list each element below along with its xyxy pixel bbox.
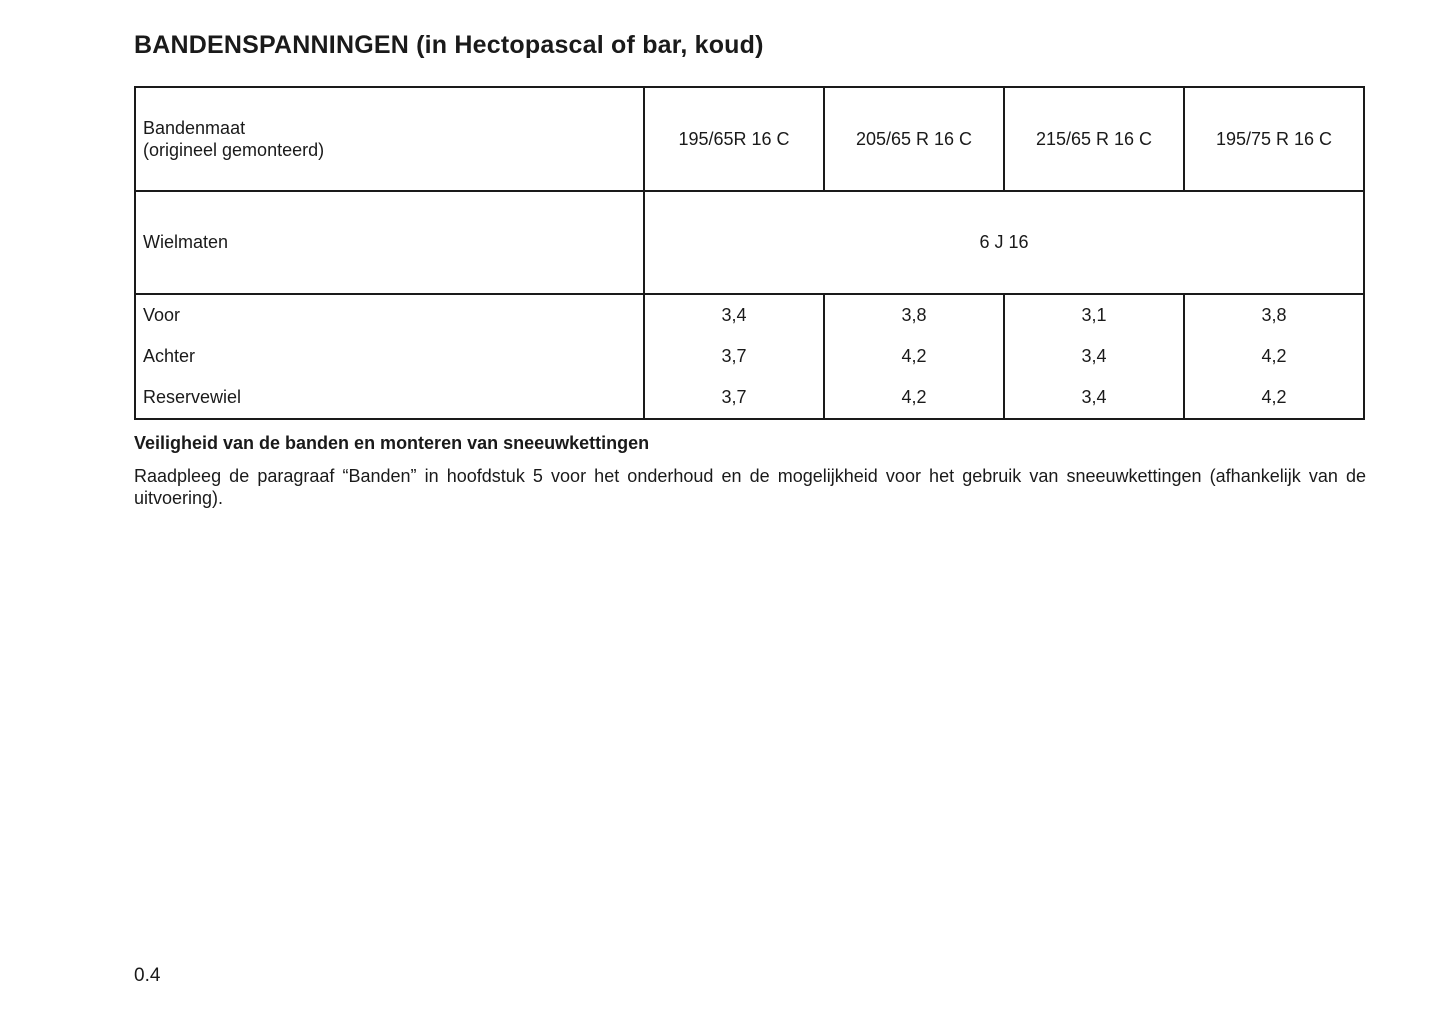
page-number: 0.4	[134, 965, 161, 986]
wheel-size-row	[135, 191, 1364, 294]
page-title: BANDENSPANNINGEN (in Hectopascal of bar, koud)	[134, 31, 764, 59]
tire-size-header-label	[135, 87, 644, 191]
wheel-size-value: 6 J 16	[644, 191, 1364, 294]
pressure-row-front	[135, 294, 1364, 336]
pressure-row-label: Achter	[135, 336, 644, 377]
pressure-value: 3,4	[1004, 377, 1184, 419]
section-text: Raadpleeg de paragraaf “Banden” in hoofdstuk 5 voor het onderhoud en de mogelijkheid voor het gebruik van sneeuwkettingen (afhankelijk van de uitvoering).	[134, 466, 1366, 508]
wheel-size-label: Wielmaten	[135, 191, 644, 294]
tire-size-label: Bandenmaat	[143, 118, 246, 138]
pressure-value: 3,4	[1004, 336, 1184, 377]
pressure-row-spare	[135, 377, 1364, 419]
pressure-row-rear	[135, 336, 1364, 377]
pressure-value: 4,2	[824, 377, 1004, 419]
tire-size-cell: 195/65R 16 C	[644, 87, 824, 191]
pressure-value: 3,4	[644, 294, 824, 336]
pressure-value: 4,2	[1184, 377, 1364, 419]
pressure-value: 3,1	[1004, 294, 1184, 336]
tire-pressure-table	[134, 86, 1365, 420]
pressure-value: 4,2	[1184, 336, 1364, 377]
pressure-value: 3,8	[824, 294, 1004, 336]
tire-size-header-row	[135, 87, 1364, 191]
pressure-value: 3,7	[644, 377, 824, 419]
tire-size-cell: 195/75 R 16 C	[1184, 87, 1364, 191]
tire-size-sublabel: (origineel gemonteerd)	[143, 140, 325, 160]
section-heading: Veiligheid van de banden en monteren van sneeuwkettingen	[134, 433, 650, 453]
pressure-value: 3,8	[1184, 294, 1364, 336]
pressure-value: 3,7	[644, 336, 824, 377]
pressure-value: 4,2	[824, 336, 1004, 377]
pressure-row-label: Voor	[135, 294, 644, 336]
tire-size-cell: 205/65 R 16 C	[824, 87, 1004, 191]
tire-size-cell: 215/65 R 16 C	[1004, 87, 1184, 191]
pressure-row-label: Reservewiel	[135, 377, 644, 419]
